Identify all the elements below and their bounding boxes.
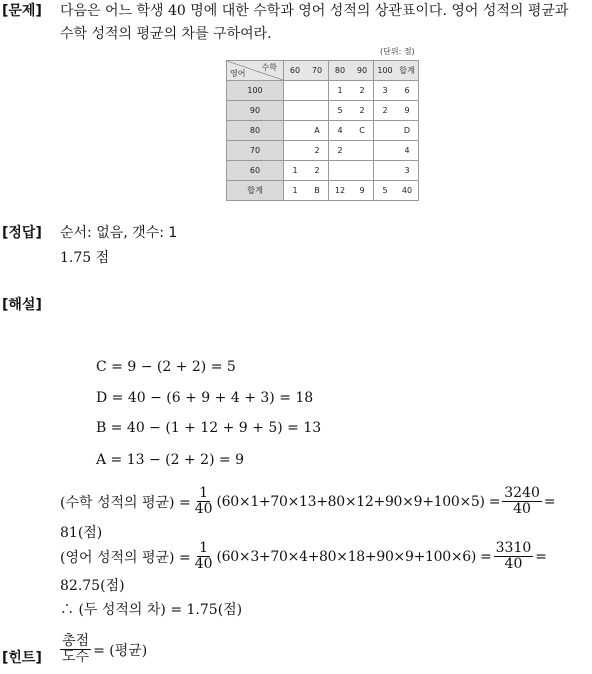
- math-mean-result: 81(점): [60, 525, 103, 541]
- english-mean-result: 82.75(점): [60, 578, 125, 594]
- table-cell: D: [396, 121, 419, 141]
- table-cell: 1: [329, 81, 352, 101]
- table-cell: 2: [374, 101, 397, 121]
- table-cell: 5: [374, 181, 397, 201]
- table-total-row: [227, 181, 419, 201]
- table-cell: 6: [396, 81, 419, 101]
- table-cell: [374, 121, 397, 141]
- table-cell: 9: [351, 181, 374, 201]
- table-cell: [351, 141, 374, 161]
- row-label: 100: [227, 81, 284, 101]
- table-cell: 4: [329, 121, 352, 141]
- problem-tag: [문제]: [2, 3, 42, 19]
- table-cell: 40: [396, 181, 419, 201]
- table-cell: 12: [329, 181, 352, 201]
- table-cell: 2: [329, 141, 352, 161]
- table-cell: 9: [396, 101, 419, 121]
- answer-line2: 1.75 점: [60, 250, 110, 266]
- table-row: [227, 161, 419, 181]
- hint-formula: [58, 634, 147, 665]
- corner-top-label: 수학: [261, 63, 277, 72]
- table-cell: B: [306, 181, 329, 201]
- table-cell: 3: [374, 81, 397, 101]
- table-cell: [374, 161, 397, 181]
- hint-tag: [힌트]: [2, 650, 42, 666]
- equation-c: C = 9 − (2 + 2) = 5: [96, 359, 236, 375]
- table-cell: [306, 101, 329, 121]
- table-cell: 2: [306, 141, 329, 161]
- math-mean-line: [60, 486, 556, 517]
- table-cell: [284, 141, 307, 161]
- header-cell: 70: [306, 61, 329, 81]
- row-label: 70: [227, 141, 284, 161]
- fraction-numerator: 총점: [62, 633, 90, 649]
- row-label: 80: [227, 121, 284, 141]
- solution-tag: [해설]: [2, 297, 42, 313]
- fraction-denominator: 40: [513, 501, 531, 517]
- hint-rest: = (평균): [93, 642, 148, 659]
- table-row: [227, 141, 419, 161]
- math-mean-label: (수학 성적의 평균) =: [60, 494, 191, 511]
- table-cell: 3: [396, 161, 419, 181]
- header-cell: 90: [351, 61, 374, 81]
- english-result-fraction: [494, 541, 534, 572]
- fraction-denominator: 도수: [62, 649, 90, 665]
- table-cell: [329, 161, 352, 181]
- problem-text-line1: 다음은 어느 학생 40 명에 대한 수학과 영어 성적의 상관표이다. 영어 성적의 평균과: [60, 3, 569, 19]
- hint-fraction: [60, 634, 91, 665]
- row-label: 90: [227, 101, 284, 121]
- conclusion-line: ∴ (두 성적의 차) = 1.75(점): [60, 602, 243, 618]
- table-cell: 2: [306, 161, 329, 181]
- table-row: [227, 121, 419, 141]
- trailing-equals: =: [535, 548, 547, 565]
- header-cell: 합계: [396, 61, 419, 81]
- row-label: 합계: [227, 181, 284, 201]
- math-mean-expression: (60×1+70×13+80×12+90×9+100×5) =: [216, 493, 501, 510]
- fraction-denominator: 40: [194, 501, 213, 517]
- english-mean-label: (영어 성적의 평균) =: [60, 549, 191, 566]
- corner-bottom-label: 영어: [230, 69, 246, 78]
- trailing-equals: =: [543, 493, 556, 510]
- header-cell: 80: [329, 61, 352, 81]
- table-cell: [374, 141, 397, 161]
- fraction-numerator: 3240: [504, 485, 540, 501]
- fraction-denominator: 40: [194, 556, 213, 572]
- math-result-fraction: [502, 486, 542, 517]
- table-unit: (단위: 점): [380, 47, 415, 56]
- equation-a: A = 13 − (2 + 2) = 9: [96, 452, 245, 468]
- answer-line1: 순서: 없음, 갯수: 1: [60, 225, 178, 241]
- table-cell: 4: [396, 141, 419, 161]
- header-cell: 100: [374, 61, 397, 81]
- table-row: [227, 101, 419, 121]
- table-cell: 2: [351, 81, 374, 101]
- english-mean-line: [60, 541, 547, 572]
- english-mean-expression: (60×3+70×4+80×18+90×9+100×6) =: [216, 548, 492, 565]
- table-cell: 1: [284, 181, 307, 201]
- fraction-denominator: 40: [504, 556, 523, 572]
- table-cell: [284, 81, 307, 101]
- one-over-forty-fraction: [193, 486, 215, 517]
- equation-b: B = 40 − (1 + 12 + 9 + 5) = 13: [96, 420, 322, 436]
- problem-text-line2: 수학 성적의 평균의 차를 구하여라.: [60, 26, 272, 42]
- row-label: 60: [227, 161, 284, 181]
- table-header-row: [227, 61, 419, 81]
- table-cell: [284, 121, 307, 141]
- table-cell: 1: [284, 161, 307, 181]
- fraction-numerator: 3310: [495, 540, 532, 556]
- table-cell: 5: [329, 101, 352, 121]
- table-cell: 2: [351, 101, 374, 121]
- table-row: [227, 81, 419, 101]
- table-corner-cell: [227, 61, 284, 81]
- table-cell: A: [306, 121, 329, 141]
- table-cell: [351, 161, 374, 181]
- fraction-numerator: 1: [199, 540, 209, 556]
- correlation-table: [226, 60, 419, 201]
- table-cell: [284, 101, 307, 121]
- table-cell: [306, 81, 329, 101]
- table-cell: C: [351, 121, 374, 141]
- header-cell: 60: [284, 61, 307, 81]
- equation-d: D = 40 − (6 + 9 + 4 + 3) = 18: [96, 390, 314, 406]
- one-over-forty-fraction: [193, 541, 215, 572]
- fraction-numerator: 1: [199, 485, 209, 501]
- answer-tag: [정답]: [2, 225, 42, 241]
